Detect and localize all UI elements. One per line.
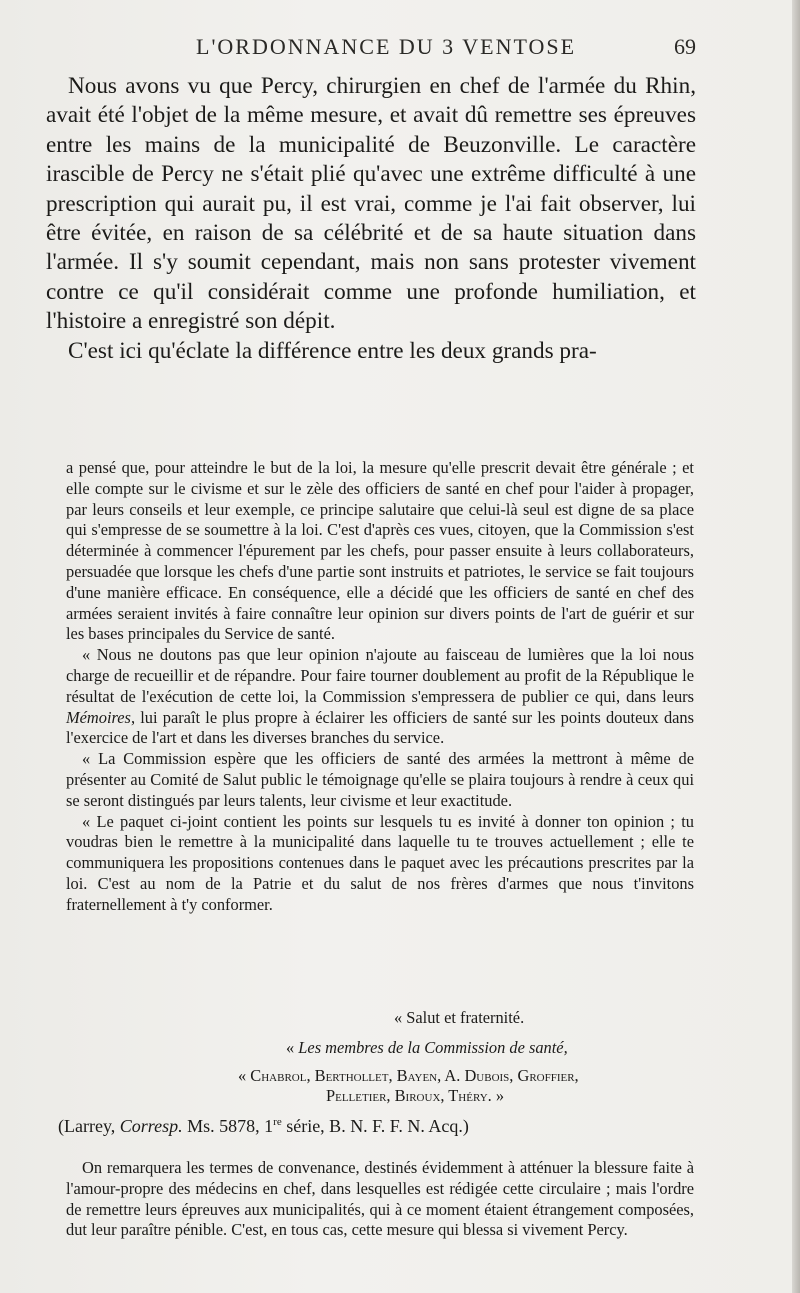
page-edge	[792, 0, 800, 1293]
salutation: « Salut et fraternité.	[394, 1008, 525, 1027]
running-title: L'ORDONNANCE DU 3 VENTOSE	[196, 34, 577, 59]
signatories-names-1: « Chabrol, Berthollet, Bayen, A. Dubois, Groffier,	[238, 1066, 579, 1085]
memoires-title: Mémoires	[66, 707, 131, 727]
running-head	[196, 34, 696, 60]
main-text	[46, 72, 696, 366]
note-paragraph-2: « Nous ne doutons pas que leur opinion n'ajoute au faisceau de lumières que la loi nous charge de recueillir et de répandre. Pour faire tourner doublement au profit de la République le résultat de l'exécution de cette loi, la Commission s'empressera de publier ce qui, dans leurs Mémoires, lui paraît le plus propre à éclairer les officiers de santé sur les points douteux dans l'exercice de l'art et dans les diverses branches du service.	[66, 645, 694, 748]
note-paragraph-1: a pensé que, pour atteindre le but de la loi, la mesure qu'elle prescrit devait être générale ; et elle compte sur le civisme et sur le zèle des officiers de santé en chef pour l'aider à propager, par leurs conseils et leur exemple, ce principe salutaire que celui-là seul est digne de sa place qui s'empresse de se soumettre à la loi. C'est d'après ces vues, citoyen, que la Commission s'est déterminée à commencer l'épurement par les chefs, pour passer ensuite à leurs collaborateurs, persuadée que lorsque les chefs d'une partie sont instruits et patriotes, le service se fait toujours d'une manière efficace. En conséquence, elle a décidé que les officiers de santé en chef des armées seraient invités à faire connaître leur opinion sur divers points de l'art de guérir et sur les bases principales du Service de santé.	[66, 458, 694, 644]
signatories-heading: « Les membres de la Commission de santé,	[286, 1038, 568, 1057]
note-paragraph-4: « Le paquet ci-joint contient les points sur lesquels tu es invité à donner ton opinion ; tu voudras bien le remettre à la municipalité dans laquelle tu te trouves actuellement ; elle te communiquera les propositions contenues dans le paquet avec les précautions prescrites par la loi. C'est au nom de la Patrie et du salut de nos frères d'armes que nous t'invitons fraternellement à t'y conformer.	[66, 811, 694, 914]
archive-reference: (Larrey, Corresp. Ms. 5878, 1re série, B. N. F. F. N. Acq.)	[58, 1116, 469, 1136]
main-paragraph-1: Nous avons vu que Percy, chirurgien en chef de l'armée du Rhin, avait été l'objet de la même mesure, et avait dû remettre ses épreuves entre les mains de la municipalité de Beuzonville. Le caractère irascible de Percy ne s'était plié qu'avec une extrême difficulté à une prescription qui aurait pu, il est vrai, comme je l'ai fait observer, lui être évitée, en raison de sa célébrité et de sa haute situation dans l'armée. Il s'y soumit cependant, mais non sans protester vivement contre ce qu'il considérait comme une profonde humiliation, et l'histoire a enregistré son dépit.	[46, 73, 696, 335]
note-paragraph-3: « La Commission espère que les officiers de santé des armées la mettront à même de présenter au Comité de Salut public le témoignage qu'elle se plaira toujours à rendre à ceux qui se seront distingués par leurs talents, leur civisme et leur exactitude.	[66, 749, 694, 810]
closing-paragraph: On remarquera les termes de convenance, destinés évidemment à atténuer la blessure faite à l'amour-propre des médecins en chef, dans lesquelles est rédigée cette circulaire ; mais l'ordre de remettre leurs épreuves aux municipalités, qui à ce moment étaient étrangement composées, dut leur paraître pénible. C'est, en tous cas, cette mesure qui blessa si vivement Percy.	[66, 1158, 694, 1240]
circular-letter	[66, 458, 694, 916]
main-paragraph-2: C'est ici qu'éclate la différence entre les deux grands pra-	[68, 337, 597, 364]
page-number: 69	[674, 34, 696, 59]
signatories-names-2: Pelletier, Biroux, Théry. »	[326, 1086, 505, 1105]
